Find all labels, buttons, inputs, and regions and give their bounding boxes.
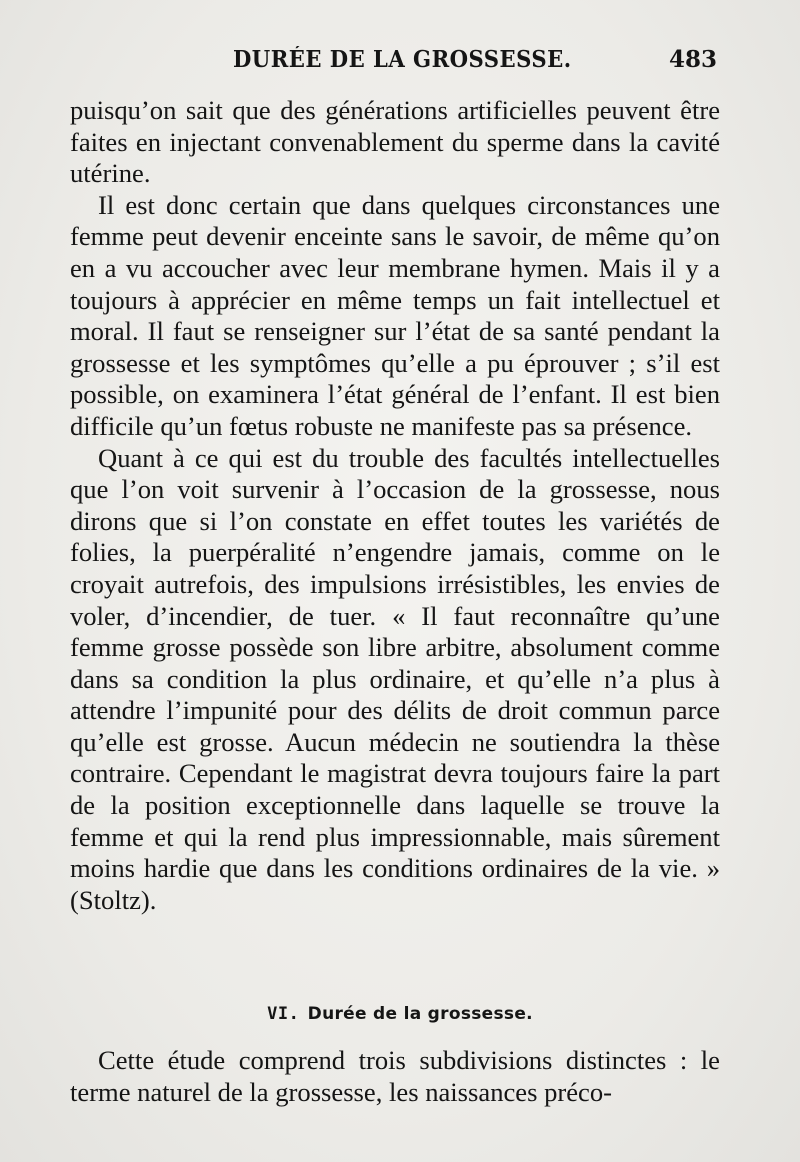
paragraph-pregnancy-unaware: Il est donc certain que dans quelques circonstances une femme peut devenir enceinte sans le savoir, de même qu’on en a vu accoucher avec leur membrane hymen. Mais il y a toujours à apprécier en même temps un fait intellectuel et moral. Il faut se renseigner sur l’état de sa santé pendant la grossesse et les symptômes qu’elle a pu éprouver ; s’il est possible, on examinera l’état général de l’enfant. Il est bien difficile qu’un fœtus robuste ne manifeste pas sa présence. <box>70 189 720 441</box>
paragraph-section-intro: Cette étude comprend trois subdivisions distinctes : le terme naturel de la grossesse, les naissances préco- <box>70 1045 720 1107</box>
running-title: DURÉE DE LA GROSSESSE. <box>233 46 572 73</box>
section-title: Durée de la grossesse. <box>307 1004 533 1024</box>
paragraph-intellectual-faculties: Quant à ce qui est du trouble des facultés intellectuelles que l’on voit survenir à l’occasion de la grossesse, nous dirons que si l’on constate en effet toutes les variétés de folies, la puerpéralité n’engendre jamais, comme on le croyait autrefois, des impulsions irrésistibles, les envies de voler, d’incendier, de tuer. « Il faut reconnaître qu’une femme grosse possède son libre arbitre, absolument comme dans sa condition la plus ordinaire, et qu’elle n’a plus à attendre l’impunité pour des délits de droit commun parce qu’elle est grosse. Aucun médecin ne soutiendra la thèse contraire. Cependant le magistrat devra toujours faire la part de la position exceptionnelle dans laquelle se trouve la femme et qui la rend plus impressionnable, mais sûrement moins hardie que dans les conditions ordinaires de la vie. » (Stoltz). <box>70 442 720 915</box>
section-heading <box>0 996 800 1025</box>
page-number: 483 <box>669 46 718 73</box>
running-head <box>0 40 800 80</box>
main-text <box>70 95 720 916</box>
section-text <box>70 1045 720 1108</box>
section-number: VI. <box>267 1004 300 1024</box>
paragraph-continuation: puisqu’on sait que des générations artificielles peuvent être faites en injectant convenablement du sperme dans la cavité utérine. <box>70 95 720 189</box>
